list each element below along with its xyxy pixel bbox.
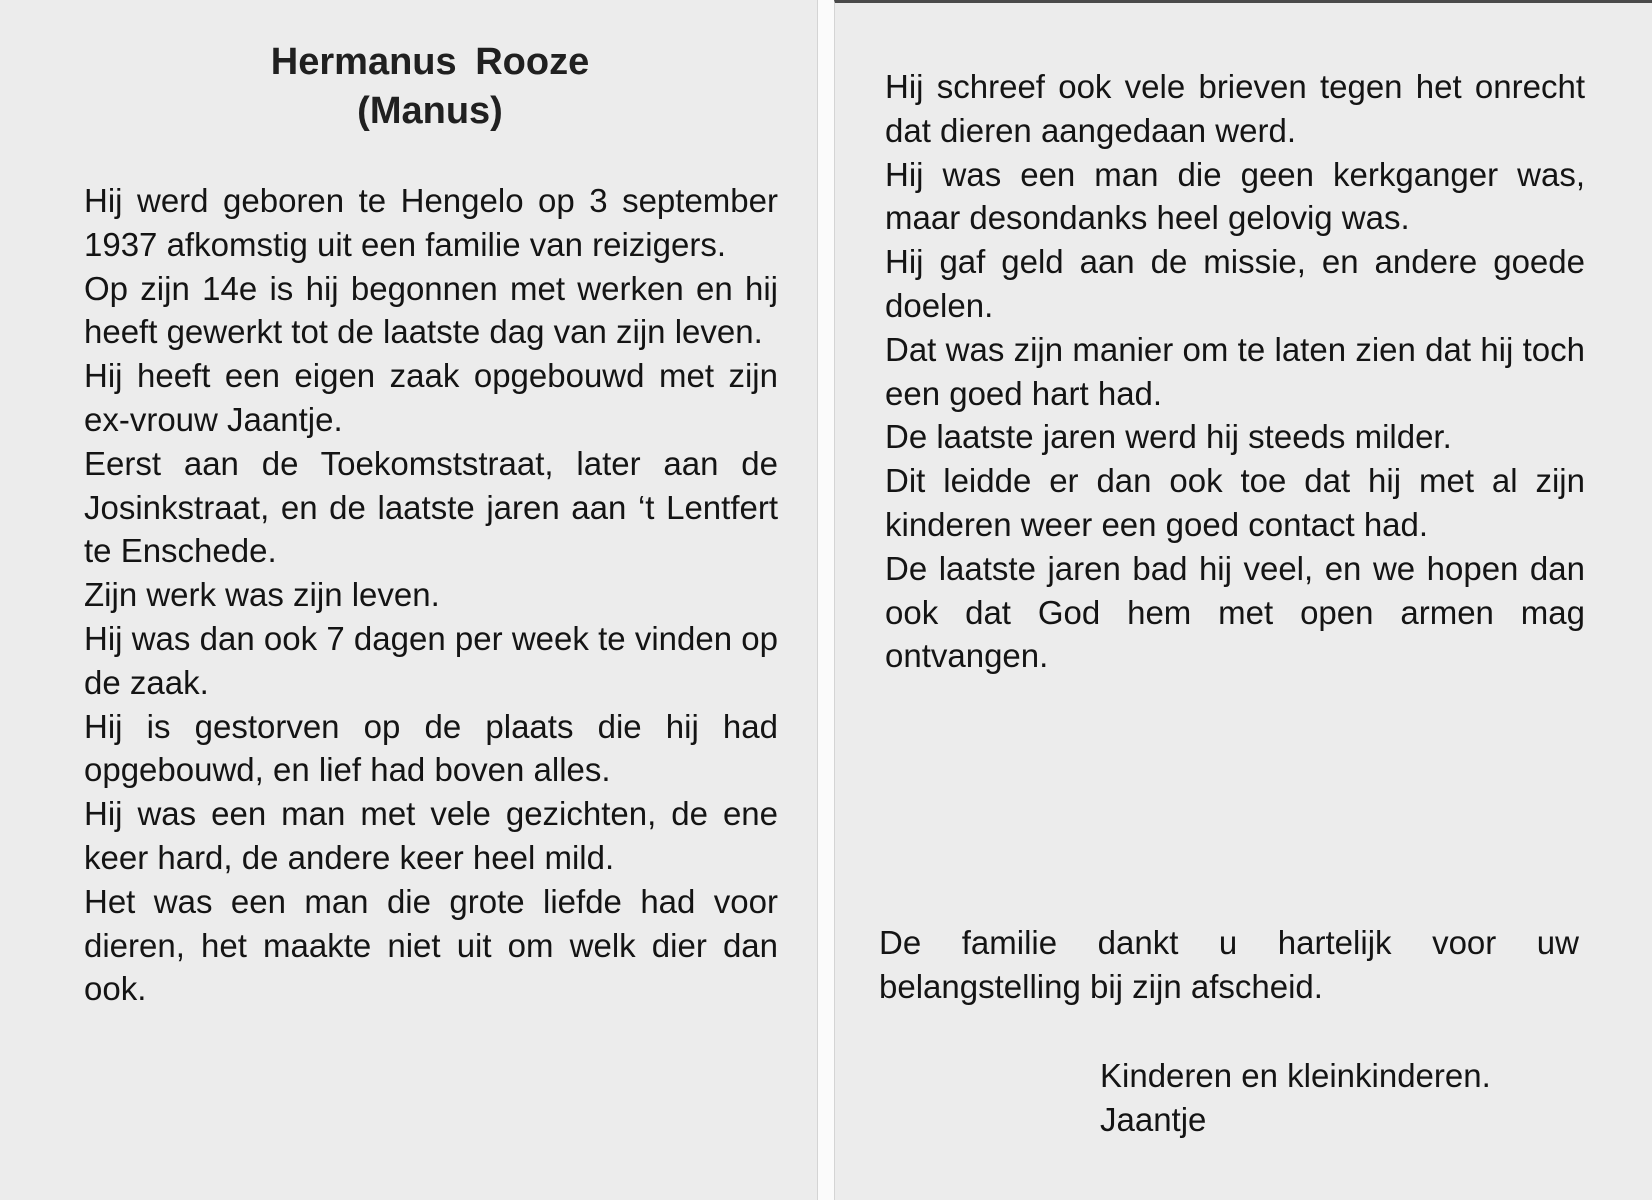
- deceased-nickname: (Manus): [357, 90, 503, 132]
- biography-paragraph-prayer: De laatste jaren bad hij veel, en we hopen dan ook dat God hem met open armen mag ontvangen.: [885, 549, 1585, 675]
- right-biography: [885, 65, 1585, 678]
- card-gap: [818, 0, 834, 1200]
- biography-paragraph-death: Hij is gestorven op de plaats die hij had opgebouwd, en lief had boven alles.: [84, 707, 778, 789]
- signature-line-family: Kinderen en kleinkinderen.: [1100, 1057, 1491, 1094]
- biography-paragraph-character: Hij was een man met vele gezichten, de ene keer hard, de andere keer heel mild.: [84, 795, 778, 876]
- left-biography: [84, 179, 778, 1011]
- thanks-text: De familie dankt u hartelijk voor uw belangstelling bij zijn afscheid.: [879, 924, 1579, 1005]
- biography-paragraph-work: Op zijn 14e is hij begonnen met werken en hij heeft gewerkt tot de laatste dag van zijn leven.: [84, 269, 778, 351]
- biography-paragraph-faith: Hij was een man die geen kerkganger was, maar desondanks heel gelovig was.: [885, 155, 1585, 237]
- biography-paragraph-letters: Hij schreef ook vele brieven tegen het onrecht dat dieren aangedaan werd.: [885, 68, 1585, 149]
- deceased-name: Hermanus Rooze: [270, 41, 590, 83]
- biography-paragraph-heart: Dat was zijn manier om te laten zien dat hij toch een goed hart had.: [885, 330, 1585, 412]
- biography-paragraph-business: Hij heeft een eigen zaak opgebouwd met zijn ex-vrouw Jaantje.: [84, 357, 778, 438]
- biography-paragraph-work-life: Zijn werk was zijn leven.: [84, 576, 440, 614]
- signature-line-name: Jaantje: [1100, 1101, 1207, 1138]
- right-card: [834, 0, 1652, 1200]
- left-card: [0, 0, 818, 1200]
- biography-paragraph-children: Dit leidde er dan ook toe dat hij met al zijn kinderen weer een goed contact had.: [885, 462, 1585, 543]
- biography-paragraph-charity: Hij gaf geld aan de missie, en andere goede doelen.: [885, 243, 1585, 324]
- biography-paragraph-week: Hij was dan ook 7 dagen per week te vinden op de zaak.: [84, 619, 778, 701]
- biography-paragraph-birth: Hij werd geboren te Hengelo op 3 september 1937 afkomstig uit een familie van reizigers.: [84, 182, 778, 263]
- biography-paragraph-locations: Eerst aan de Toekomststraat, later aan de Josinkstraat, en de laatste jaren aan ‘t Lentfert te Enschede.: [84, 444, 778, 570]
- biography-paragraph-animals: Het was een man die grote liefde had voor dieren, het maakte niet uit om welk dier dan ook.: [84, 882, 778, 1008]
- biography-paragraph-milder: De laatste jaren werd hij steeds milder.: [885, 418, 1452, 456]
